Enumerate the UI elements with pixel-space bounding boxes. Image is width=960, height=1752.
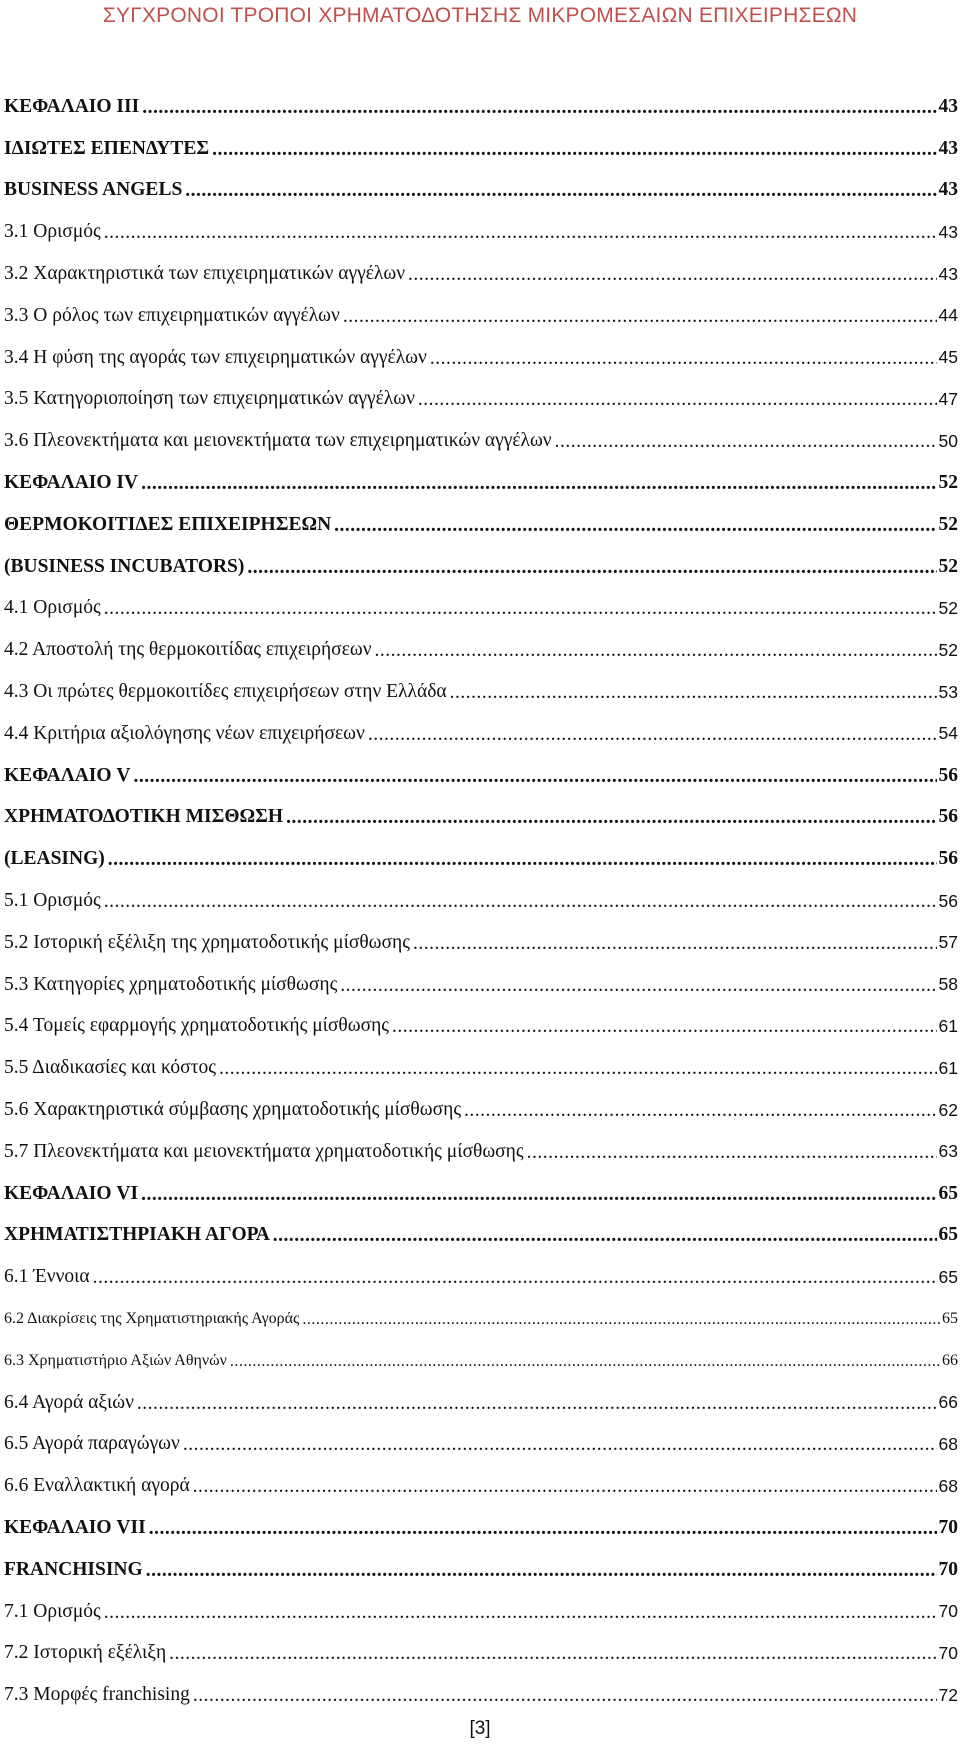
toc-entry[interactable]	[4, 1256, 958, 1298]
toc-entry-title: (LEASING)	[4, 848, 105, 870]
toc-dot-leader	[408, 264, 937, 286]
toc-entry-page: 52	[938, 597, 958, 618]
toc-entry-title: 5.5 Διαδικασίες και κόστος	[4, 1057, 216, 1079]
toc-entry[interactable]	[4, 922, 958, 964]
toc-entry[interactable]	[4, 1632, 958, 1674]
toc-entry[interactable]	[4, 1298, 958, 1340]
toc-entry[interactable]	[4, 629, 958, 671]
toc-entry-page: 61	[938, 1015, 958, 1036]
toc-dot-leader	[247, 557, 936, 579]
toc-entry-title: 5.7 Πλεονεκτήματα και μειονεκτήματα χρηματοδοτικής μίσθωσης	[4, 1140, 524, 1162]
toc-entry-title: BUSINESS ANGELS	[4, 179, 183, 201]
toc-entry-page: 43	[938, 221, 958, 242]
toc-dot-leader	[142, 97, 936, 119]
toc-entry[interactable]	[4, 253, 958, 295]
toc-entry-title: 4.1 Ορισμός	[4, 597, 101, 619]
toc-entry[interactable]	[4, 337, 958, 379]
toc-entry-page: 68	[938, 1433, 958, 1454]
toc-dot-leader	[108, 849, 937, 871]
toc-entry-title: 7.3 Μορφές franchising	[4, 1684, 190, 1706]
toc-entry[interactable]	[4, 504, 958, 546]
toc-entry-title: ΚΕΦΑΛΑΙΟ IV	[4, 472, 139, 494]
toc-entry-page: 52	[938, 472, 958, 494]
toc-entry-page: 65	[942, 1310, 958, 1327]
toc-entry-title: ΚΕΦΑΛΑΙΟ ΙΙΙ	[4, 95, 140, 117]
toc-entry-page: 56	[938, 848, 958, 870]
toc-entry[interactable]	[4, 838, 958, 880]
toc-entry[interactable]	[4, 1006, 958, 1048]
toc-dot-leader	[464, 1100, 936, 1122]
toc-dot-leader	[219, 1058, 937, 1080]
toc-entry[interactable]	[4, 797, 958, 839]
toc-dot-leader	[368, 724, 937, 746]
toc-entry-page: 63	[938, 1141, 958, 1162]
toc-entry-title: 5.2 Ιστορική εξέλιξη της χρηματοδοτικής μίσθωσης	[4, 931, 410, 953]
toc-entry-title: 3.5 Κατηγοριοποίηση των επιχειρηματικών αγγέλων	[4, 388, 415, 410]
toc-entry[interactable]	[4, 588, 958, 630]
toc-entry[interactable]	[4, 420, 958, 462]
toc-entry-title: 5.3 Κατηγορίες χρηματοδοτικής μίσθωσης	[4, 973, 338, 995]
toc-dot-leader	[193, 1685, 937, 1707]
toc-entry-title: 3.3 Ο ρόλος των επιχειρηματικών αγγέλων	[4, 304, 340, 326]
toc-entry[interactable]	[4, 1674, 958, 1716]
toc-entry-page: 70	[938, 1558, 958, 1580]
toc-entry[interactable]	[4, 1131, 958, 1173]
toc-entry-page: 66	[938, 1392, 958, 1413]
toc-entry[interactable]	[4, 170, 958, 212]
toc-entry-title: 6.1 Έννοια	[4, 1266, 90, 1288]
toc-entry-title: 6.4 Αγορά αξιών	[4, 1391, 134, 1413]
table-of-contents	[4, 86, 958, 1716]
toc-entry[interactable]	[4, 713, 958, 755]
toc-entry-page: 53	[938, 681, 958, 702]
toc-entry-title: ΘΕΡΜΟΚΟΙΤΙΔΕΣ ΕΠΙΧΕΙΡΗΣΕΩΝ	[4, 513, 332, 535]
toc-entry[interactable]	[4, 964, 958, 1006]
toc-dot-leader	[104, 598, 937, 620]
toc-dot-leader	[286, 807, 936, 829]
toc-dot-leader	[149, 1518, 937, 1540]
toc-entry[interactable]	[4, 379, 958, 421]
toc-dot-leader	[104, 1602, 937, 1624]
toc-entry[interactable]	[4, 1382, 958, 1424]
toc-entry-page: 43	[938, 137, 958, 159]
toc-entry-page: 52	[938, 639, 958, 660]
toc-entry[interactable]	[4, 755, 958, 797]
toc-dot-leader	[137, 1393, 937, 1415]
toc-entry-title: 3.4 Η φύση της αγοράς των επιχειρηματικών αγγέλων	[4, 346, 427, 368]
toc-entry[interactable]	[4, 1089, 958, 1131]
toc-entry-title: ΚΕΦΑΛΑΙΟ V	[4, 764, 131, 786]
toc-entry-title: ΚΕΦΑΛΑΙΟ VII	[4, 1516, 146, 1538]
toc-entry-page: 57	[938, 932, 958, 953]
toc-entry[interactable]	[4, 1465, 958, 1507]
toc-entry-page: 70	[938, 1601, 958, 1622]
toc-entry-title: 4.3 Οι πρώτες θερμοκοιτίδες επιχειρήσεων στην Ελλάδα	[4, 681, 447, 703]
toc-entry-title: FRANCHISING	[4, 1558, 143, 1580]
toc-dot-leader	[134, 766, 937, 788]
toc-entry-title: 6.2 Διακρίσεις της Χρηματιστηριακής Αγοράς	[4, 1310, 300, 1327]
toc-entry-page: 56	[938, 806, 958, 828]
toc-dot-leader	[193, 1476, 937, 1498]
toc-entry-page: 52	[938, 513, 958, 535]
toc-entry-title: ΧΡΗΜΑΤΙΣΤΗΡΙΑΚΗ ΑΓΟΡΑ	[4, 1224, 270, 1246]
toc-dot-leader	[392, 1016, 937, 1038]
toc-dot-leader	[527, 1142, 937, 1164]
toc-entry[interactable]	[4, 1340, 958, 1382]
running-header: ΣΥΓΧΡΟΝΟΙ ΤΡΟΠΟΙ ΧΡΗΜΑΤΟΔΟΤΗΣΗΣ ΜΙΚΡΟΜΕΣΑΙΩΝ ΕΠΙΧΕΙΡΗΣΕΩΝ	[102, 4, 858, 27]
toc-entry-title: 7.2 Ιστορική εξέλιξη	[4, 1642, 167, 1664]
toc-dot-leader	[340, 975, 936, 997]
toc-entry-page: 43	[938, 95, 958, 117]
toc-dot-leader	[375, 640, 937, 662]
toc-entry-page: 44	[938, 305, 958, 326]
toc-dot-leader	[141, 1184, 936, 1206]
toc-entry-title: 3.6 Πλεονεκτήματα και μειονεκτήματα των επιχειρηματικών αγγέλων	[4, 430, 552, 452]
toc-entry-page: 62	[938, 1099, 958, 1120]
toc-entry-page: 43	[938, 263, 958, 284]
toc-entry-page: 66	[942, 1351, 958, 1369]
toc-entry-title: 4.2 Αποστολή της θερμοκοιτίδας επιχειρήσεων	[4, 639, 372, 661]
toc-entry-title: 6.5 Αγορά παραγώγων	[4, 1433, 180, 1455]
toc-entry-page: 65	[938, 1224, 958, 1246]
toc-entry[interactable]	[4, 1424, 958, 1466]
toc-entry-page: 58	[938, 974, 958, 995]
toc-entry-page: 54	[938, 723, 958, 744]
toc-dot-leader	[273, 1225, 937, 1247]
toc-entry-page: 61	[938, 1057, 958, 1078]
toc-dot-leader	[104, 891, 937, 913]
toc-entry[interactable]	[4, 880, 958, 922]
toc-entry-page: 50	[938, 430, 958, 451]
toc-dot-leader	[230, 1353, 940, 1371]
toc-dot-leader	[183, 1434, 937, 1456]
toc-entry-page: 56	[938, 764, 958, 786]
toc-entry[interactable]	[4, 1215, 958, 1257]
toc-entry-title: 5.1 Ορισμός	[4, 890, 101, 912]
toc-entry-page: 68	[938, 1475, 958, 1496]
toc-entry[interactable]	[4, 1047, 958, 1089]
toc-entry-page: 65	[938, 1266, 958, 1287]
toc-dot-leader	[343, 306, 937, 328]
toc-dot-leader	[450, 682, 937, 704]
toc-entry[interactable]	[4, 1591, 958, 1633]
toc-entry[interactable]	[4, 1507, 958, 1549]
toc-entry[interactable]	[4, 1549, 958, 1591]
toc-entry[interactable]	[4, 546, 958, 588]
toc-entry[interactable]	[4, 671, 958, 713]
toc-entry-page: 65	[938, 1182, 958, 1204]
toc-entry-title: 7.1 Ορισμός	[4, 1600, 101, 1622]
toc-entry-page: 43	[938, 179, 958, 201]
toc-dot-leader	[430, 348, 937, 370]
toc-dot-leader	[212, 139, 936, 161]
toc-entry-title: 3.2 Χαρακτηριστικά των επιχειρηματικών αγγέλων	[4, 263, 406, 285]
page-number: [3]	[469, 1718, 491, 1739]
toc-entry-page: 70	[938, 1516, 958, 1538]
toc-dot-leader	[169, 1643, 936, 1665]
toc-entry-title: 5.6 Χαρακτηριστικά σύμβασης χρηματοδοτικής μίσθωσης	[4, 1099, 462, 1121]
toc-entry-title: 5.4 Τομείς εφαρμογής χρηματοδοτικής μίσθωσης	[4, 1015, 390, 1037]
toc-entry-title: 3.1 Ορισμός	[4, 221, 101, 243]
toc-entry[interactable]	[4, 295, 958, 337]
toc-dot-leader	[141, 473, 936, 495]
toc-dot-leader	[555, 431, 937, 453]
toc-entry[interactable]	[4, 211, 958, 253]
toc-entry-page: 47	[938, 388, 958, 409]
toc-entry-page: 72	[938, 1684, 958, 1705]
toc-entry-title: ΚΕΦΑΛΑΙΟ VI	[4, 1182, 139, 1204]
toc-entry[interactable]	[4, 86, 958, 128]
toc-entry-title: 4.4 Κριτήρια αξιολόγησης νέων επιχειρήσεων	[4, 722, 365, 744]
toc-entry[interactable]	[4, 462, 958, 504]
toc-entry-page: 56	[938, 890, 958, 911]
toc-dot-leader	[413, 933, 937, 955]
toc-entry-page: 70	[938, 1642, 958, 1663]
toc-entry-title: (BUSINESS INCUBATORS)	[4, 555, 245, 577]
toc-entry[interactable]	[4, 128, 958, 170]
toc-dot-leader	[334, 515, 936, 537]
toc-dot-leader	[302, 1311, 940, 1329]
toc-entry-title: ΙΔΙΩΤΕΣ ΕΠΕΝΔΥΤΕΣ	[4, 137, 210, 159]
toc-entry-title: 6.6 Εναλλακτική αγορά	[4, 1475, 190, 1497]
toc-entry-title: 6.3 Χρηματιστήριο Αξιών Αθηνών	[4, 1351, 227, 1369]
toc-entry-page: 45	[938, 347, 958, 368]
toc-entry-title: ΧΡΗΜΑΤΟΔΟΤΙΚΗ ΜΙΣΘΩΣΗ	[4, 806, 284, 828]
toc-entry-page: 52	[938, 555, 958, 577]
toc-dot-leader	[146, 1560, 937, 1582]
toc-entry[interactable]	[4, 1173, 958, 1215]
toc-dot-leader	[418, 389, 937, 411]
toc-dot-leader	[93, 1267, 937, 1289]
toc-dot-leader	[104, 222, 937, 244]
toc-dot-leader	[185, 180, 936, 202]
